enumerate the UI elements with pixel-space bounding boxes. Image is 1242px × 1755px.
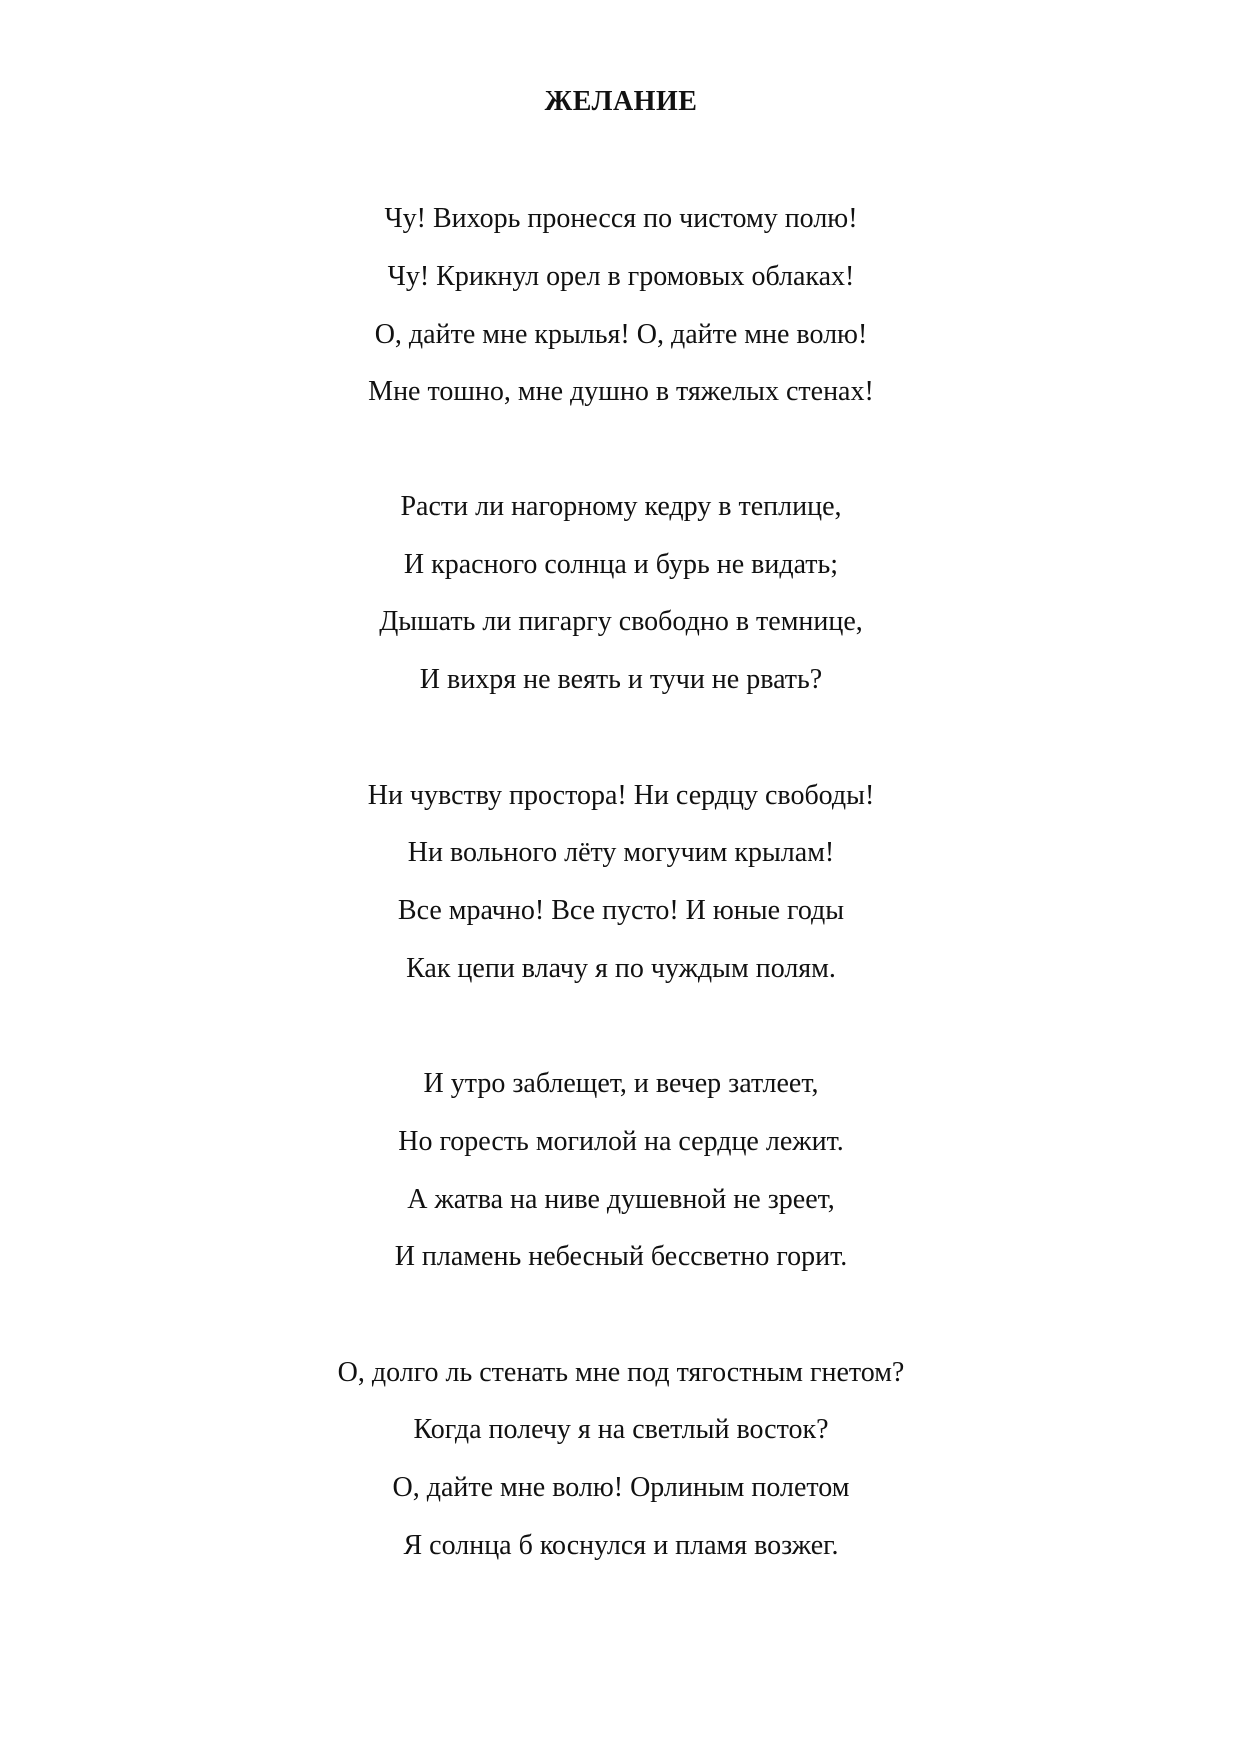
poem-line: Чу! Крикнул орел в громовых облаках!	[387, 261, 855, 292]
poem-line: Ни вольного лёту могучим крылам!	[407, 837, 835, 868]
poem-line: Расти ли нагорному кедру в теплице,	[400, 491, 842, 522]
poem-line: Я солнца б коснулся и пламя возжег.	[403, 1530, 839, 1561]
poem-line: И красного солнца и бурь не видать;	[403, 549, 839, 580]
poem-line: И вихря не веять и тучи не рвать?	[419, 664, 823, 695]
poem-line: Когда полечу я на светлый восток?	[413, 1414, 829, 1445]
poem-line: Ни чувству простора! Ни сердцу свободы!	[367, 780, 875, 811]
poem-title: ЖЕЛАНИЕ	[544, 86, 698, 117]
poem-line: И утро заблещет, и вечер затлеет,	[423, 1068, 819, 1099]
poem-line: Мне тошно, мне душно в тяжелых стенах!	[368, 376, 874, 407]
poem-line: Все мрачно! Все пусто! И юные годы	[397, 895, 845, 926]
poem-line: О, дайте мне крылья! О, дайте мне волю!	[374, 319, 868, 350]
poem-line: О, дайте мне волю! Орлиным полетом	[392, 1472, 850, 1503]
poem-line: Как цепи влачу я по чуждым полям.	[406, 953, 836, 984]
poem-line: А жатва на ниве душевной не зреет,	[407, 1184, 835, 1215]
poem-line: Чу! Вихорь пронесся по чистому полю!	[384, 203, 858, 234]
poem-line: Но горесть могилой на сердце лежит.	[398, 1126, 844, 1157]
poem-line: О, долго ль стенать мне под тягостным гнетом?	[337, 1357, 905, 1388]
poem-line: Дышать ли пигаргу свободно в темнице,	[379, 606, 863, 637]
poem-line: И пламень небесный бессветно горит.	[394, 1241, 848, 1272]
